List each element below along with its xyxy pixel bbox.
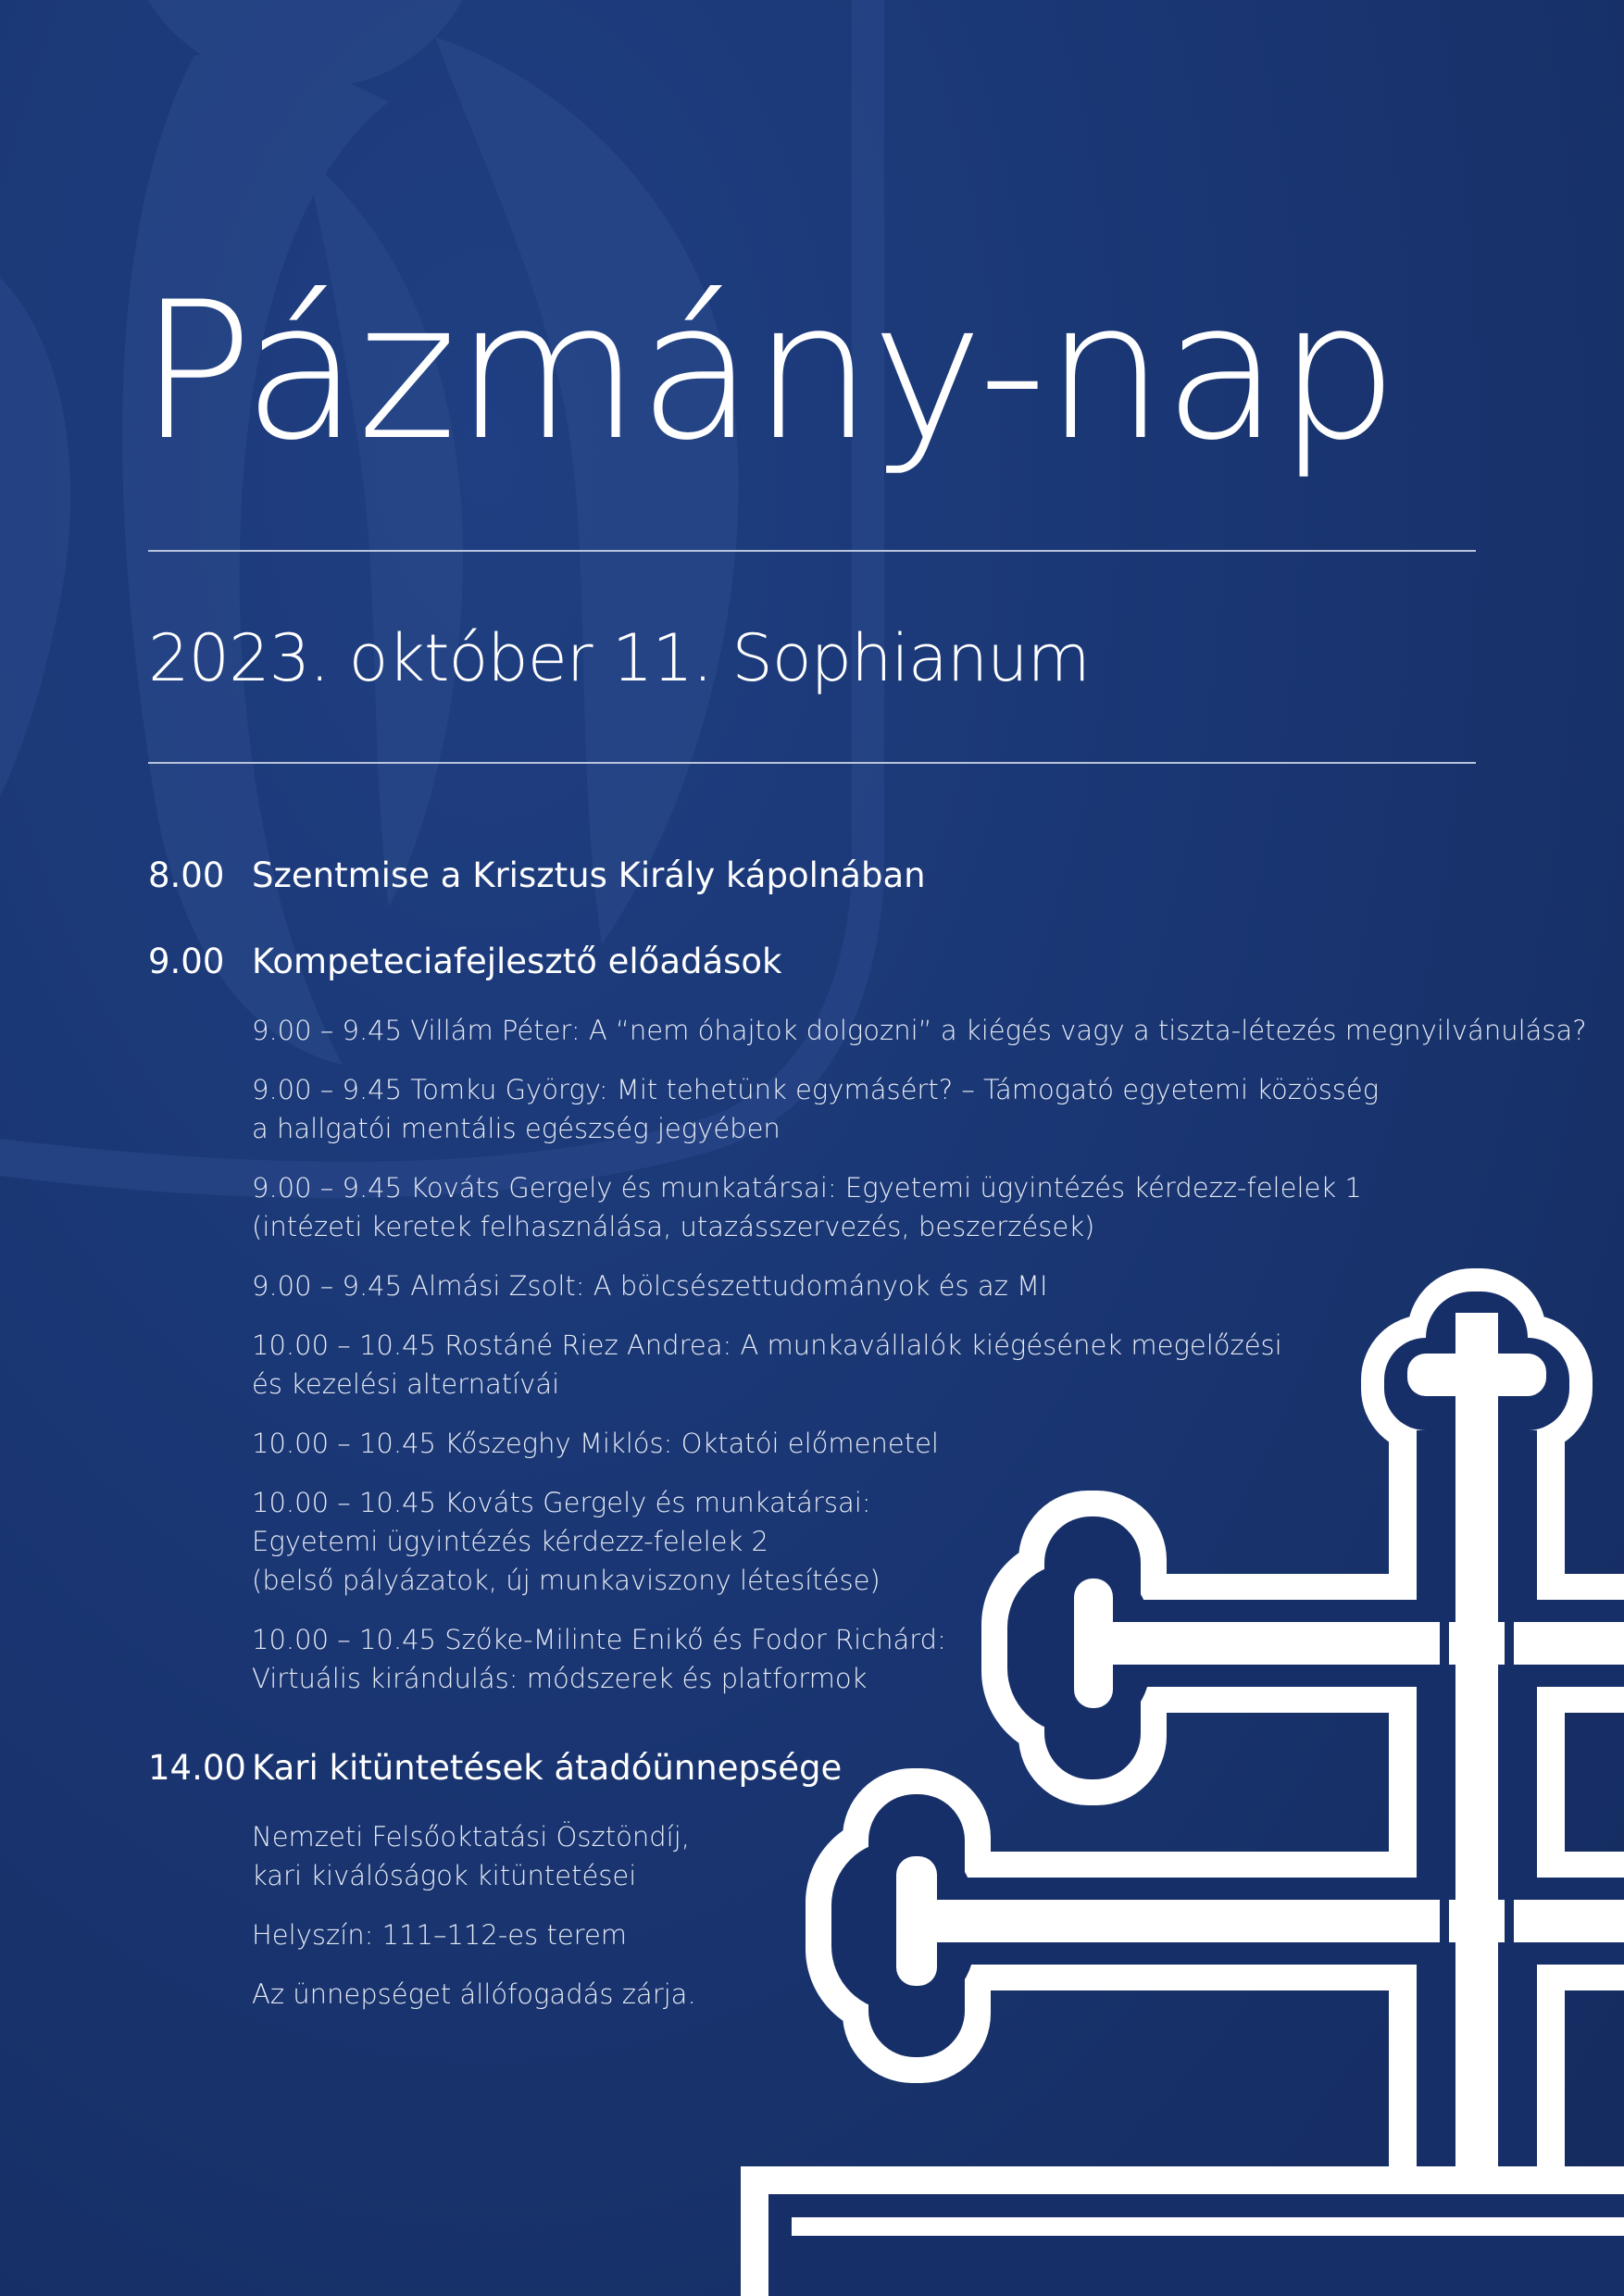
list-item: Helyszín: 111–112-es terem: [252, 1919, 628, 1951]
section-title: Kompeteciafejlesztő előadások: [252, 942, 782, 981]
list-item: 10.00 – 10.45 Kőszeghy Miklós: Oktatói előmenetel: [252, 1428, 939, 1459]
divider-bottom: [148, 762, 1476, 764]
section-title: Kari kitüntetések átadóünnepsége: [252, 1748, 843, 1788]
list-item: 10.00 – 10.45 Kováts Gergely és munkatársai: Egyetemi ügyintézés kérdezz-felelek 2 (belső pályázatok, új munkaviszony létesítése): [252, 1487, 881, 1596]
date-location: 2023. október 11. Sophianum: [148, 620, 1090, 696]
list-item: 10.00 – 10.45 Rostáné Riez Andrea: A munkavállalók kiégésének megelőzési és kezelési alternatívái: [252, 1329, 1282, 1400]
list-item: Nemzeti Felsőoktatási Ösztöndíj, kari kiválóságok kitüntetései: [252, 1821, 690, 1891]
page-title: Pázmány-nap: [139, 262, 1397, 482]
program-section: [148, 1748, 1444, 1788]
list-item: 9.00 – 9.45 Tomku György: Mit tehetünk egymásért? – Támogató egyetemi közösség a hallgatói mentális egészség jegyében: [252, 1074, 1380, 1144]
list-item: 9.00 – 9.45 Villám Péter: A “nem óhajtok dolgozni” a kiégés vagy a tiszta-létezés megnyilvánulása?: [252, 1015, 1587, 1046]
section-time: 14.00: [148, 1748, 246, 1788]
list-item: 10.00 – 10.45 Szőke-Milinte Enikő és Fodor Richárd: Virtuális kirándulás: módszerek és platformok: [252, 1624, 946, 1694]
divider-top: [148, 550, 1476, 552]
lecture-list: [252, 1011, 1587, 1698]
section-title: Szentmise a Krisztus Király kápolnában: [252, 855, 926, 895]
list-item: Az ünnepséget állófogadás zárja.: [252, 1978, 696, 2010]
section-time: 8.00: [148, 855, 225, 895]
list-item: 9.00 – 9.45 Almási Zsolt: A bölcsészettudományok és az MI: [252, 1270, 1048, 1302]
section-time: 9.00: [148, 942, 225, 981]
program-section: [148, 855, 1444, 895]
list-item: 9.00 – 9.45 Kováts Gergely és munkatársai: Egyetemi ügyintézés kérdezz-felelek 1 (intézeti keretek felhasználása, utazásszervezés, beszerzések): [252, 1172, 1362, 1242]
program-schedule: [148, 855, 1587, 2034]
ceremony-details: [252, 1817, 1444, 2014]
program-section: [148, 942, 1444, 981]
